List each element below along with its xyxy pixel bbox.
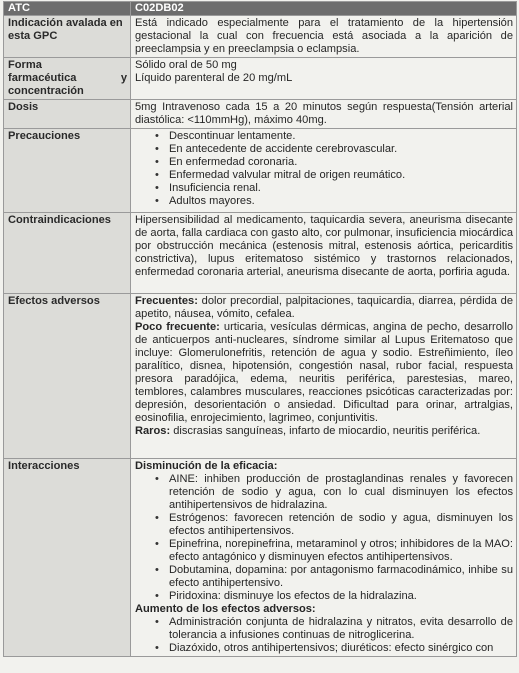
row-contraindicaciones xyxy=(4,213,517,294)
forma-label-line3: concentración xyxy=(8,85,84,97)
interacciones-label: Interacciones xyxy=(4,459,131,657)
forma-label-line1: Forma xyxy=(8,59,42,71)
forma-label xyxy=(4,58,131,100)
row-forma xyxy=(4,58,517,100)
frecuentes-text: dolor precordial, palpitaciones, taquicardia, diarrea, pérdida de apetito, náusea, vómito, cefalea. xyxy=(135,295,513,320)
table-header-row xyxy=(4,2,517,16)
atc-label: ATC xyxy=(4,2,131,16)
list-item: • Descontinuar lentamente. xyxy=(169,130,513,143)
list-item: • Piridoxina: disminuye los efectos de la hidralazina. xyxy=(169,590,513,603)
precauciones-list xyxy=(135,130,513,208)
list-item: • Enfermedad valvular mitral de origen reumático. xyxy=(169,169,513,182)
indicacion-text: Está indicado especialmente para el tratamiento de la hipertensión gestacional la cual con frecuencia está asociada a la aparición de preeclampsia y en preeclampsia o eclampsia. xyxy=(131,16,517,58)
raros-text: discrasias sanguíneas, infarto de miocardio, neuritis periférica. xyxy=(170,425,481,437)
list-item: • AINE: inhiben producción de prostaglandinas renales y favorecen retención de sodio y agua, con lo cual disminuyen los efectos antihipertensivos de hidralazina. xyxy=(169,473,513,512)
forma-line-parenteral: Líquido parenteral de 20 mg/mL xyxy=(135,72,293,84)
disminucion-list xyxy=(135,473,513,603)
poco-title: Poco frecuente: xyxy=(135,321,220,333)
dosis-text: 5mg Intravenoso cada 15 a 20 minutos según respuesta(Tensión arterial diastólica: <110mmHg), máximo 40mg. xyxy=(131,100,517,129)
contraindicaciones-text: Hipersensibilidad al medicamento, taquicardia severa, aneurisma disecante de aorta, falla cardiaca con gasto alto, cor pulmonar, insuficiencia miocárdica por obstrucción mecánica (estenosis mitral, estenosis aórtica, pericarditis constrictiva), lupus eritematoso sistémico y trastornos relacionados, enfermedad coronaria arterial, aneurisma disecante de aorta, porfiria aguda. xyxy=(131,213,517,294)
forma-text xyxy=(131,58,517,100)
efectos-raros xyxy=(135,425,513,438)
poco-text: urticaria, vesículas dérmicas, angina de pecho, desarrollo de anticuerpos anti-nucleares, síndrome similar al Lupus Eritematoso que incluye: Glomerulonefritis, retención de agua y sodio. Estreñimiento, íleo paralítico, disnea, hipotensión, congestión nasal, rubor facial, respuesta presora paradójica, edema, neuritis periférica, parestesias, mareo, temblores, calambres musculares, reacciones psicóticas caracterizadas por: depresión, desorientación o ansiedad. Dificultad para orinar, artralgias, eosinofilia, enrojecimiento, lagrimeo, conjuntivitis. xyxy=(135,321,513,424)
forma-line-oral: Sólido oral de 50 mg xyxy=(135,59,237,71)
contraindicaciones-label: Contraindicaciones xyxy=(4,213,131,294)
row-indicacion xyxy=(4,16,517,58)
frecuentes-title: Frecuentes: xyxy=(135,295,198,307)
list-item: • Epinefrina, norepinefrina, metaraminol y otros; inhibidores de la MAO: efecto antagónico y disminuyen efectos antihipertensivos. xyxy=(169,538,513,564)
row-precauciones xyxy=(4,129,517,213)
list-item: • Estrógenos: favorecen retención de sodio y agua, disminuyen los efectos antihipertensivos. xyxy=(169,512,513,538)
interacciones-cell xyxy=(131,459,517,657)
aumento-list xyxy=(135,616,513,655)
list-item: • Administración conjunta de hidralazina y nitratos, evita desarrollo de tolerancia a infusiones continuas de nitroglicerina. xyxy=(169,616,513,642)
list-item: • Adultos mayores. xyxy=(169,195,513,208)
row-efectos xyxy=(4,294,517,459)
forma-label-line2-wrap xyxy=(8,72,127,85)
list-item: • En antecedente de accidente cerebrovascular. xyxy=(169,143,513,156)
list-item: • En enfermedad coronaria. xyxy=(169,156,513,169)
atc-code: C02DB02 xyxy=(131,2,517,16)
drug-info-table xyxy=(3,1,517,657)
disminucion-title: Disminución de la eficacia: xyxy=(135,460,278,472)
forma-label-line2: farmacéutica xyxy=(8,72,77,84)
aumento-title: Aumento de los efectos adversos: xyxy=(135,603,316,615)
forma-label-y: y xyxy=(120,72,127,84)
dosis-label: Dosis xyxy=(4,100,131,129)
precauciones-label: Precauciones xyxy=(4,129,131,213)
list-item: • Diazóxido, otros antihipertensivos; diuréticos: efecto sinérgico con xyxy=(169,642,513,655)
indicacion-label: Indicación avalada en esta GPC xyxy=(4,16,131,58)
efectos-poco xyxy=(135,321,513,425)
precauciones-cell xyxy=(131,129,517,213)
efectos-label: Efectos adversos xyxy=(4,294,131,459)
list-item: • Insuficiencia renal. xyxy=(169,182,513,195)
row-dosis xyxy=(4,100,517,129)
list-item: • Dobutamina, dopamina: por antagonismo farmacodinámico, inhibe su efecto antihipertensivo. xyxy=(169,564,513,590)
efectos-frecuentes xyxy=(135,295,513,321)
row-interacciones xyxy=(4,459,517,657)
raros-title: Raros: xyxy=(135,425,171,437)
efectos-cell xyxy=(131,294,517,459)
